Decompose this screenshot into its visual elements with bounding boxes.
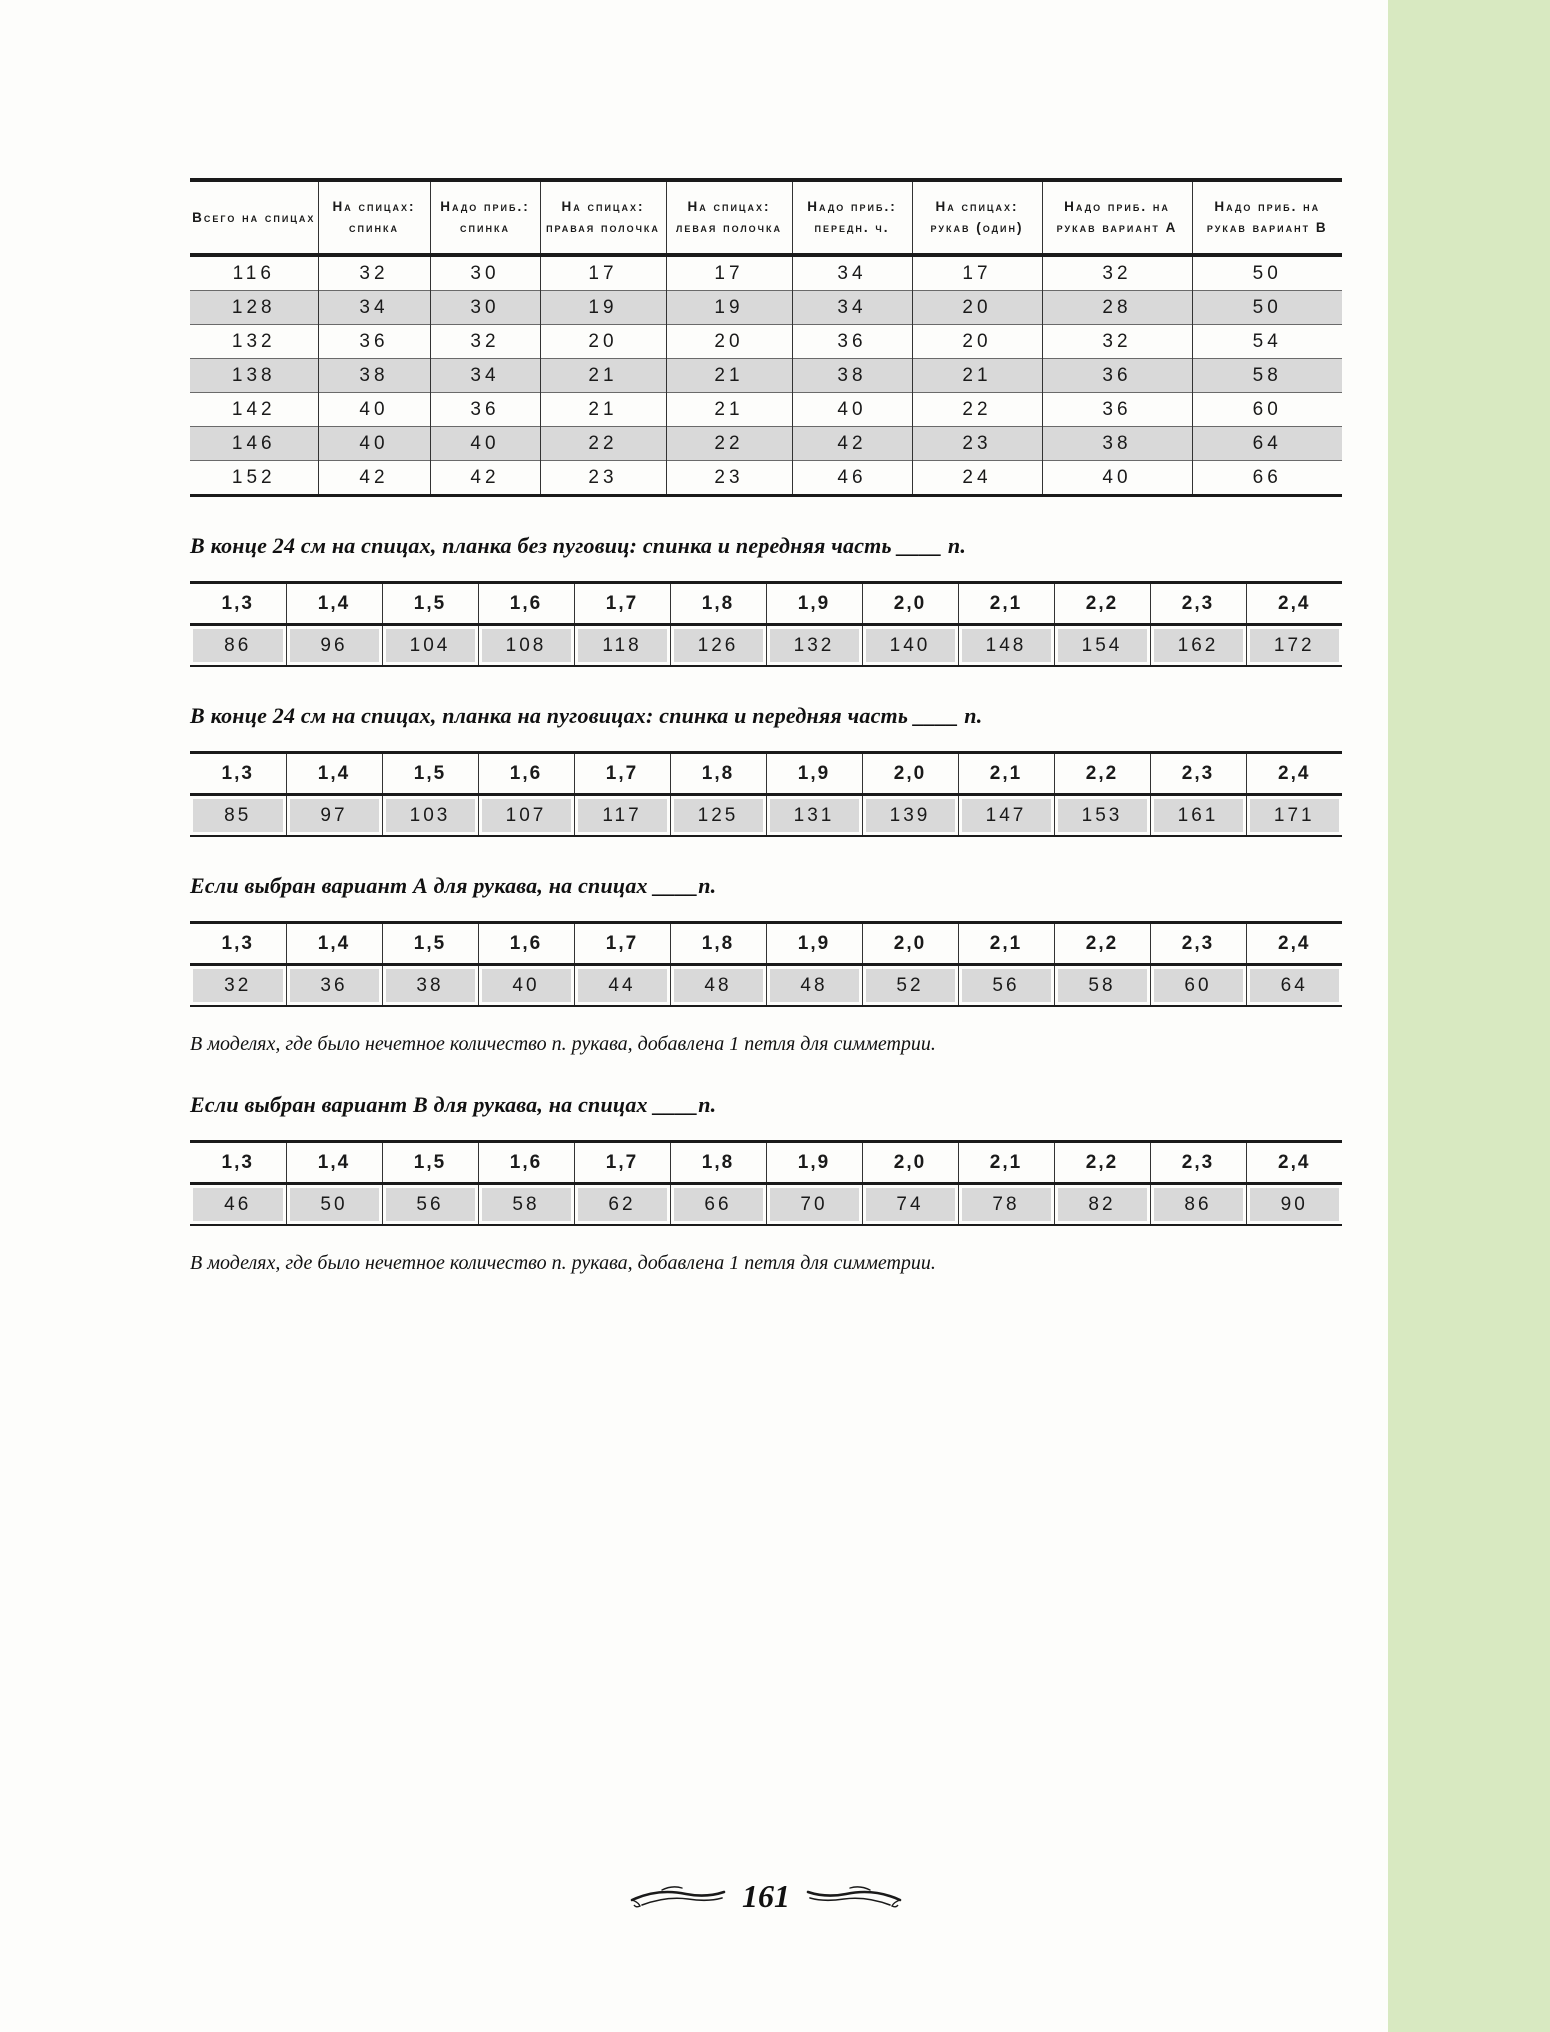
main-table-cell: 46	[792, 460, 912, 495]
gauge-value-cell	[1246, 794, 1342, 836]
main-table-row	[190, 290, 1342, 324]
main-table-header-col-7: На спицах: рукав (один)	[912, 180, 1042, 255]
main-table-row	[190, 358, 1342, 392]
gauge-value: 66	[674, 1188, 763, 1221]
gauge-value-cell	[766, 794, 862, 836]
gauge-label: 1,7	[574, 1141, 670, 1183]
main-table-cell: 34	[792, 255, 912, 291]
gauge-label: 1,9	[766, 582, 862, 624]
gauge-value-cell	[382, 1183, 478, 1225]
gauge-label: 1,8	[670, 1141, 766, 1183]
gauge-value-cell	[1150, 1183, 1246, 1225]
gauge-label: 1,3	[190, 752, 286, 794]
page-content	[190, 178, 1342, 1281]
gauge-label: 2,0	[862, 582, 958, 624]
main-table-cell: 66	[1192, 460, 1342, 495]
gauge-value: 48	[770, 969, 859, 1002]
main-table-cell: 36	[1042, 358, 1192, 392]
gauge-value: 52	[866, 969, 955, 1002]
gauge-value-cell	[478, 624, 574, 666]
gauge-value-cell	[382, 794, 478, 836]
gauge-table	[190, 1140, 1342, 1226]
gauge-value-cell	[1150, 794, 1246, 836]
main-table-cell: 50	[1252, 262, 1282, 284]
gauge-value: 118	[578, 629, 667, 662]
main-table-cell: 21	[666, 392, 792, 426]
gauge-label: 2,1	[958, 752, 1054, 794]
section-3	[190, 873, 1342, 1056]
main-table-cell: 22	[912, 392, 1042, 426]
gauge-value: 172	[1250, 629, 1340, 662]
gauge-label: 1,9	[766, 752, 862, 794]
gauge-value: 153	[1058, 799, 1147, 832]
flourish-right-icon	[804, 1882, 904, 1912]
gauge-label: 1,3	[190, 1141, 286, 1183]
main-table-header-col-5: На спицах: левая полочка	[666, 180, 792, 255]
gauge-value-cell	[766, 624, 862, 666]
main-table-row	[190, 392, 1342, 426]
gauge-label: 1,7	[574, 922, 670, 964]
main-table-row	[190, 460, 1342, 495]
main-table-header-col-8: Надо приб. на рукав вариант А	[1042, 180, 1192, 255]
flourish-left-icon	[628, 1882, 728, 1912]
main-table-cell: 64	[1192, 426, 1342, 460]
gauge-label: 2,4	[1246, 1141, 1342, 1183]
gauge-value: 162	[1154, 629, 1243, 662]
main-table-cell: 40	[318, 392, 430, 426]
gauge-value-cell	[862, 1183, 958, 1225]
main-table-cell: 40	[792, 392, 912, 426]
main-table-cell: 20	[666, 324, 792, 358]
gauge-value: 86	[1154, 1188, 1243, 1221]
main-table-cell: 40	[1042, 460, 1192, 495]
gauge-value-cell	[286, 1183, 382, 1225]
gauge-value: 103	[386, 799, 475, 832]
gauge-label: 2,2	[1054, 582, 1150, 624]
gauge-value-cell	[382, 964, 478, 1006]
main-table-header-row	[190, 180, 1342, 255]
main-table-cell: 17	[912, 255, 1042, 291]
gauge-value: 70	[770, 1188, 859, 1221]
gauge-label: 1,3	[190, 582, 286, 624]
main-table-cell: 116	[190, 255, 318, 291]
main-table-row	[190, 324, 1342, 358]
main-table-header-col-2: На спицах: спинка	[318, 180, 430, 255]
gauge-label: 2,2	[1054, 922, 1150, 964]
gauge-table	[190, 751, 1342, 837]
main-table-cell: 40	[318, 426, 430, 460]
gauge-value-row	[190, 794, 1342, 836]
gauge-value-cell	[670, 1183, 766, 1225]
gauge-label: 1,6	[478, 582, 574, 624]
main-table-header-col-9: Надо приб. на рукав вариант В	[1192, 180, 1342, 255]
gauge-value-cell	[670, 794, 766, 836]
gauge-value-cell	[1150, 624, 1246, 666]
main-table-row	[190, 255, 1342, 291]
main-table-cell: 32	[430, 324, 540, 358]
gauge-value: 104	[386, 629, 475, 662]
gauge-label: 1,4	[286, 582, 382, 624]
gauge-value-cell	[190, 794, 286, 836]
gauge-value-cell	[958, 1183, 1054, 1225]
main-table-cell: 30	[430, 255, 540, 291]
gauge-header-row	[190, 1141, 1342, 1183]
gauge-label: 1,7	[574, 752, 670, 794]
main-table-cell: 38	[792, 358, 912, 392]
gauge-label: 2,1	[958, 922, 1054, 964]
main-table-header-col-3: Надо приб.: спинка	[430, 180, 540, 255]
gauge-value-cell	[190, 1183, 286, 1225]
gauge-value: 40	[482, 969, 571, 1002]
main-table-cell: 132	[190, 324, 318, 358]
gauge-label: 1,5	[382, 1141, 478, 1183]
gauge-label: 2,4	[1246, 582, 1342, 624]
gauge-value: 85	[193, 799, 283, 832]
stitch-counts-table	[190, 178, 1342, 497]
main-table-cell: 42	[430, 460, 540, 495]
main-table-row	[190, 426, 1342, 460]
gauge-label: 2,4	[1246, 752, 1342, 794]
gauge-label: 1,6	[478, 922, 574, 964]
gauge-value-cell	[958, 794, 1054, 836]
section-heading: В конце 24 см на спицах, планка без пуговиц: спинка и передняя часть ____ п.	[190, 532, 967, 558]
main-table-cell: 23	[666, 460, 792, 495]
gauge-value: 82	[1058, 1188, 1147, 1221]
gauge-label: 2,1	[958, 1141, 1054, 1183]
gauge-value: 139	[866, 799, 955, 832]
main-table-header-col-1: Всего на спицах	[190, 180, 318, 255]
gauge-value-cell	[382, 624, 478, 666]
gauge-value-cell	[574, 624, 670, 666]
main-table-cell: 20	[540, 324, 666, 358]
gauge-value: 58	[1058, 969, 1147, 1002]
gauge-label: 1,9	[766, 922, 862, 964]
gauge-value-cell	[478, 794, 574, 836]
main-table-cell: 30	[430, 290, 540, 324]
gauge-value: 132	[770, 629, 859, 662]
main-table-cell: 50	[1192, 290, 1342, 324]
main-table-cell: 42	[792, 426, 912, 460]
main-table-cell: 17	[666, 255, 792, 291]
main-table-header-col-6: Надо приб.: передн. ч.	[792, 180, 912, 255]
main-table-cell: 23	[540, 460, 666, 495]
main-table-cell: 32	[318, 255, 430, 291]
gauge-value: 161	[1154, 799, 1243, 832]
main-table-cell: 17	[540, 255, 666, 291]
gauge-label: 2,3	[1150, 922, 1246, 964]
main-table-header-col-4: На спицах: правая полочка	[540, 180, 666, 255]
gauge-label: 2,1	[958, 582, 1054, 624]
main-table-cell: 21	[540, 392, 666, 426]
main-table-cell: 152	[190, 460, 318, 495]
gauge-value-row	[190, 964, 1342, 1006]
main-table-cell: 21	[540, 358, 666, 392]
gauge-value-cell	[862, 964, 958, 1006]
gauge-value-cell	[574, 964, 670, 1006]
main-table-cell: 22	[666, 426, 792, 460]
main-table-cell: 36	[318, 324, 430, 358]
main-table-cell: 34	[430, 358, 540, 392]
gauge-label: 1,4	[286, 752, 382, 794]
main-table-cell: 23	[912, 426, 1042, 460]
gauge-value: 125	[674, 799, 763, 832]
main-table-cell: 32	[1042, 255, 1192, 291]
main-table-cell: 21	[912, 358, 1042, 392]
gauge-label: 2,0	[862, 922, 958, 964]
gauge-value: 171	[1250, 799, 1340, 832]
gauge-value-cell	[574, 1183, 670, 1225]
main-table-cell: 58	[1192, 358, 1342, 392]
gauge-value-row	[190, 1183, 1342, 1225]
page-accent-band	[1388, 0, 1550, 2032]
gauge-value-cell	[286, 624, 382, 666]
gauge-label: 1,8	[670, 582, 766, 624]
gauge-value-cell	[1246, 1183, 1342, 1225]
gauge-value: 117	[578, 799, 667, 832]
gauge-label: 2,3	[1150, 582, 1246, 624]
gauge-value: 64	[1250, 969, 1340, 1002]
main-table-cell: 34	[318, 290, 430, 324]
main-table-cell: 22	[540, 426, 666, 460]
gauge-value-cell	[862, 794, 958, 836]
gauge-label: 2,4	[1246, 922, 1342, 964]
main-table-cell: 20	[912, 290, 1042, 324]
gauge-value: 90	[1250, 1188, 1340, 1221]
gauge-value-cell	[1054, 1183, 1150, 1225]
gauge-value: 58	[482, 1188, 571, 1221]
gauge-label: 2,3	[1150, 1141, 1246, 1183]
gauge-value: 62	[578, 1188, 667, 1221]
gauge-label: 1,8	[670, 922, 766, 964]
gauge-value: 96	[290, 629, 379, 662]
gauge-value-cell	[862, 624, 958, 666]
page-footer	[190, 1878, 1342, 1915]
gauge-label: 1,4	[286, 922, 382, 964]
main-table-cell: 36	[1042, 392, 1192, 426]
gauge-value-cell	[958, 964, 1054, 1006]
gauge-label: 2,0	[862, 752, 958, 794]
gauge-header-row	[190, 582, 1342, 624]
gauge-value-cell	[958, 624, 1054, 666]
gauge-label: 1,6	[478, 752, 574, 794]
gauge-label: 1,4	[286, 1141, 382, 1183]
gauge-label: 1,5	[382, 922, 478, 964]
gauge-value: 126	[674, 629, 763, 662]
section-note: В моделях, где было нечетное количество п. рукава, добавлена 1 петля для симметрии.	[190, 1251, 936, 1274]
main-table-cell: 128	[190, 290, 318, 324]
main-table-cell: 40	[430, 426, 540, 460]
gauge-table	[190, 921, 1342, 1007]
gauge-value: 148	[962, 629, 1051, 662]
gauge-value-cell	[1246, 624, 1342, 666]
section-4	[190, 1092, 1342, 1275]
gauge-label: 2,2	[1054, 1141, 1150, 1183]
main-table-cell: 38	[318, 358, 430, 392]
gauge-value: 78	[962, 1188, 1051, 1221]
gauge-sections	[190, 533, 1342, 1275]
gauge-label: 1,6	[478, 1141, 574, 1183]
gauge-value: 56	[962, 969, 1051, 1002]
gauge-value-cell	[190, 964, 286, 1006]
gauge-value: 107	[482, 799, 571, 832]
section-heading: В конце 24 см на спицах, планка на пуговицах: спинка и передняя часть ____ п.	[190, 702, 983, 728]
gauge-value: 74	[866, 1188, 955, 1221]
gauge-label: 1,5	[382, 582, 478, 624]
section-2	[190, 703, 1342, 837]
gauge-value-cell	[766, 964, 862, 1006]
gauge-value-cell	[670, 964, 766, 1006]
gauge-value: 38	[386, 969, 475, 1002]
gauge-value-cell	[1054, 624, 1150, 666]
gauge-value: 36	[290, 969, 379, 1002]
main-table-cell: 38	[1042, 426, 1192, 460]
gauge-value-cell	[670, 624, 766, 666]
gauge-value: 60	[1154, 969, 1243, 1002]
main-table-cell: 138	[190, 358, 318, 392]
gauge-label: 2,3	[1150, 752, 1246, 794]
gauge-value: 86	[193, 629, 283, 662]
gauge-value-cell	[286, 964, 382, 1006]
gauge-value: 46	[193, 1188, 283, 1221]
gauge-value-row	[190, 624, 1342, 666]
main-table-cell: 28	[1042, 290, 1192, 324]
gauge-value-cell	[574, 794, 670, 836]
gauge-value-cell	[478, 1183, 574, 1225]
gauge-value: 147	[962, 799, 1051, 832]
main-table-cell: 19	[666, 290, 792, 324]
main-table-cell: 36	[430, 392, 540, 426]
gauge-value: 97	[290, 799, 379, 832]
gauge-value-cell	[478, 964, 574, 1006]
gauge-value: 108	[482, 629, 571, 662]
main-table-cell: 20	[912, 324, 1042, 358]
gauge-value: 44	[578, 969, 667, 1002]
main-table-cell: 36	[792, 324, 912, 358]
gauge-value-cell	[190, 624, 286, 666]
gauge-value-cell	[1150, 964, 1246, 1006]
gauge-value: 56	[386, 1188, 475, 1221]
gauge-value: 140	[866, 629, 955, 662]
gauge-label: 2,0	[862, 1141, 958, 1183]
gauge-header-row	[190, 752, 1342, 794]
page-number: 161	[742, 1878, 790, 1914]
main-table-cell: 142	[190, 392, 318, 426]
main-table-cell: 19	[540, 290, 666, 324]
gauge-label: 1,8	[670, 752, 766, 794]
gauge-value-cell	[1246, 964, 1342, 1006]
gauge-value-cell	[286, 794, 382, 836]
gauge-value-cell	[766, 1183, 862, 1225]
gauge-label: 1,5	[382, 752, 478, 794]
section-heading: Если выбран вариант А для рукава, на спицах ____п.	[190, 872, 717, 898]
gauge-value-cell	[1054, 794, 1150, 836]
gauge-value-cell	[1054, 964, 1150, 1006]
section-heading: Если выбран вариант В для рукава, на спицах ____п.	[190, 1091, 717, 1117]
gauge-label: 2,2	[1054, 752, 1150, 794]
gauge-label: 1,7	[574, 582, 670, 624]
main-table-cell: 60	[1192, 392, 1342, 426]
section-1	[190, 533, 1342, 667]
gauge-value: 48	[674, 969, 763, 1002]
gauge-label: 1,9	[766, 1141, 862, 1183]
gauge-header-row	[190, 922, 1342, 964]
gauge-value: 32	[193, 969, 283, 1002]
main-table-cell: 21	[666, 358, 792, 392]
gauge-value: 50	[290, 1188, 379, 1221]
gauge-value: 131	[770, 799, 859, 832]
gauge-table	[190, 581, 1342, 667]
main-table-cell: 24	[912, 460, 1042, 495]
gauge-label: 1,3	[190, 922, 286, 964]
section-note: В моделях, где было нечетное количество п. рукава, добавлена 1 петля для симметрии.	[190, 1032, 936, 1055]
main-table-cell: 146	[190, 426, 318, 460]
main-table-cell: 54	[1192, 324, 1342, 358]
gauge-value: 154	[1058, 629, 1147, 662]
main-table-cell: 32	[1042, 324, 1192, 358]
main-table-cell: 34	[792, 290, 912, 324]
main-table-cell: 42	[318, 460, 430, 495]
